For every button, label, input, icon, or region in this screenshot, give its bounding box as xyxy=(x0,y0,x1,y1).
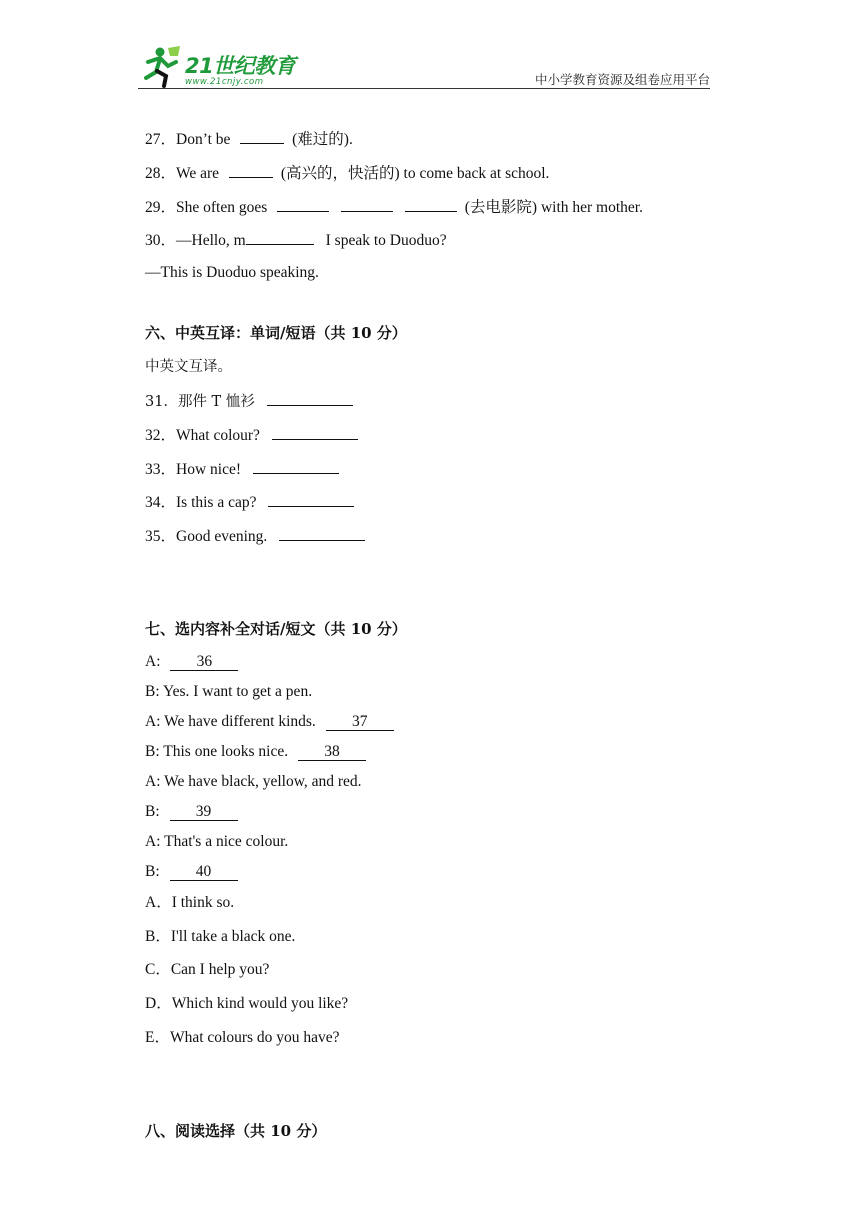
answer-blank[interactable] xyxy=(341,197,393,212)
dialog-line: B: 40 xyxy=(145,862,238,882)
answer-blank[interactable] xyxy=(272,425,358,440)
site-logo xyxy=(138,44,308,88)
question-32: 32．What colour? xyxy=(145,425,358,446)
answer-blank[interactable] xyxy=(279,526,365,541)
answer-blank[interactable] xyxy=(267,391,353,406)
dialog-line: B: This one looks nice. 38 xyxy=(145,742,366,762)
dialog-line: A: We have different kinds. 37 xyxy=(145,712,394,732)
option-b: B．I'll take a black one. xyxy=(145,928,296,945)
answer-blank[interactable] xyxy=(253,459,339,474)
dialog-line: B: Yes. I want to get a pen. xyxy=(145,683,313,700)
question-35: 35．Good evening. xyxy=(145,526,365,547)
logo-text: 21世纪教育 xyxy=(185,54,296,78)
runner-logo-icon xyxy=(138,44,184,88)
answer-blank[interactable] xyxy=(229,163,273,178)
dialog-line: A: That's a nice colour. xyxy=(145,833,289,850)
answer-blank[interactable] xyxy=(277,197,329,212)
question-29: 29．She often goes (去电影院) with her mother. xyxy=(145,199,643,216)
option-c: C．Can I help you? xyxy=(145,961,270,978)
section-7-title: 七、选内容补全对话/短文（共 10 分） xyxy=(145,620,407,638)
section-6-title: 六、中英互译：单词/短语（共 10 分） xyxy=(145,324,407,342)
dialog-blank[interactable]: 39 xyxy=(170,803,238,821)
platform-name: 中小学教育资源及组卷应用平台 xyxy=(534,72,710,87)
question-31: 31．那件 T 恤衫 xyxy=(145,391,353,412)
question-30-reply: —This is Duoduo speaking. xyxy=(145,264,319,281)
question-33: 33．How nice! xyxy=(145,459,339,480)
dialog-line: A: We have black, yellow, and red. xyxy=(145,773,362,790)
question-27: 27．Don’t be (难过的). xyxy=(145,131,353,148)
dialog-blank[interactable]: 37 xyxy=(326,713,394,731)
answer-blank[interactable] xyxy=(240,129,284,144)
dialog-blank[interactable]: 38 xyxy=(298,743,366,761)
logo-url: www.21cnjy.com xyxy=(185,77,264,87)
answer-blank[interactable] xyxy=(268,492,354,507)
question-34: 34．Is this a cap? xyxy=(145,492,354,513)
question-30: 30．—Hello, m I speak to Duoduo? xyxy=(145,232,447,249)
dialog-line: B: 39 xyxy=(145,802,238,822)
page-header xyxy=(138,42,710,90)
section-8-title: 八、阅读选择（共 10 分） xyxy=(145,1122,327,1140)
dialog-line: A: 36 xyxy=(145,652,238,672)
option-a: A．I think so. xyxy=(145,894,235,911)
dialog-blank[interactable]: 36 xyxy=(170,653,238,671)
answer-blank[interactable] xyxy=(405,197,457,212)
option-d: D．Which kind would you like? xyxy=(145,995,349,1012)
dialog-blank[interactable]: 40 xyxy=(170,863,238,881)
option-e: E．What colours do you have? xyxy=(145,1029,340,1046)
answer-blank[interactable] xyxy=(246,230,314,245)
header-divider xyxy=(138,88,710,89)
question-28: 28．We are (高兴的，快活的) to come back at school. xyxy=(145,165,550,182)
section-6-instruction: 中英文互译。 xyxy=(145,359,232,375)
